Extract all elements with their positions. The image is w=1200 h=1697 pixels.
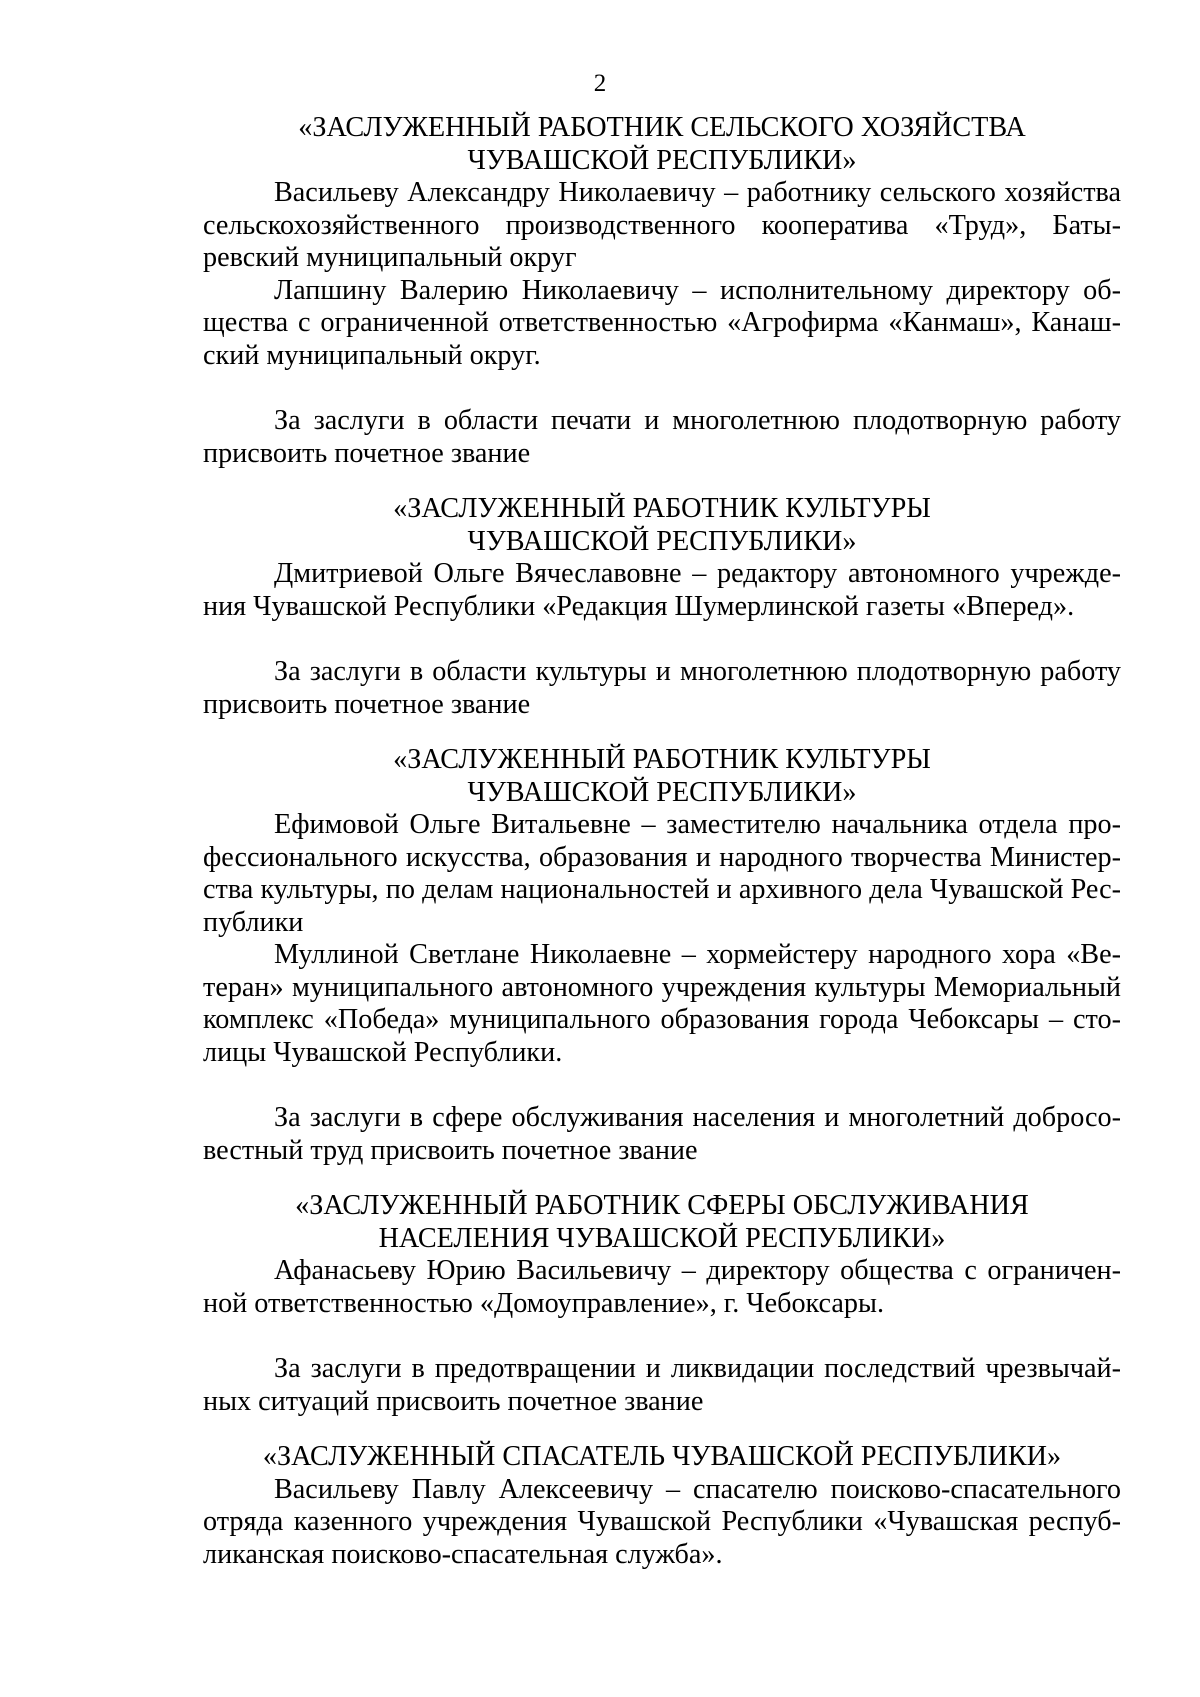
awardee-paragraph: Афанасьеву Юрию Васильевичу – директору общества с ограниченной ответственностью «Домоуправление», г. Чебоксары. (203, 1255, 1121, 1319)
title-heading-line: «ЗАСЛУЖЕННЫЙ СПАСАТЕЛЬ ЧУВАШСКОЙ РЕСПУБЛИКИ» (262, 1441, 1062, 1472)
title-heading-line: ЧУВАШСКОЙ РЕСПУБЛИКИ» (467, 525, 857, 557)
section-gap (203, 721, 1121, 744)
title-heading (203, 493, 1121, 558)
awardee-paragraph: Дмитриевой Ольге Вячеславовне – редактору автономного учреждения Чувашской Республики «Редакция Шумерлинской газеты «Вперед». (203, 558, 1121, 622)
decree-intro-paragraph: За заслуги в области печати и многолетнюю плодотворную работу присвоить почетное звание (203, 405, 1121, 469)
title-heading-line: «ЗАСЛУЖЕННЫЙ РАБОТНИК КУЛЬТУРЫ (393, 744, 931, 775)
section-gap (203, 623, 1121, 656)
title-heading-line: «ЗАСЛУЖЕННЫЙ РАБОТНИК СЕЛЬСКОГО ХОЗЯЙСТВА (298, 112, 1026, 143)
title-heading-line: НАСЕЛЕНИЯ ЧУВАШСКОЙ РЕСПУБЛИКИ» (378, 1222, 946, 1254)
title-heading-line: ЧУВАШСКОЙ РЕСПУБЛИКИ» (467, 144, 857, 176)
awardee-paragraph: Лапшину Валерию Николаевичу – исполнительному директору общества с ограниченной ответственностью «Агрофирма «Канмаш», Канашский муниципальный округ. (203, 274, 1121, 371)
decree-intro-paragraph: За заслуги в предотвращении и ликвидации последствий чрезвычайных ситуаций присвоить почетное звание (203, 1353, 1121, 1417)
section-gap (203, 1418, 1121, 1441)
title-heading-line: ЧУВАШСКОЙ РЕСПУБЛИКИ» (467, 776, 857, 808)
awardee-paragraph: Муллиной Светлане Николаевне – хормейстеру народного хора «Ветеран» муниципального автономного учреждения культуры Мемориальный комплекс «Победа» муниципального образования города Чебоксары – столицы Чувашской Республики. (203, 939, 1121, 1068)
title-heading (203, 1441, 1121, 1474)
section-gap (203, 1320, 1121, 1353)
title-heading (203, 1190, 1121, 1255)
document-body (203, 112, 1121, 1571)
page-number: 2 (593, 70, 607, 97)
title-heading (203, 744, 1121, 809)
awardee-paragraph: Васильеву Александру Николаевичу – работнику сельского хозяйства сельскохозяйственного производственного кооператива «Труд», Батыревский муниципальный округ (203, 177, 1121, 273)
section-gap (203, 1167, 1121, 1190)
section-gap (203, 372, 1121, 405)
section-gap (203, 1069, 1121, 1102)
awardee-paragraph: Васильеву Павлу Алексеевичу – спасателю поисково-спасательного отряда казенного учреждения Чувашской Республики «Чувашская республиканская поисково-спасательная служба». (203, 1473, 1121, 1570)
title-heading (203, 112, 1121, 177)
section-gap (203, 470, 1121, 493)
awardee-paragraph: Ефимовой Ольге Витальевне – заместителю начальника отдела профессионального искусства, образования и народного творчества Министерства культуры, по делам национальностей и архивного дела Чувашской Республики (203, 809, 1121, 938)
title-heading-line: «ЗАСЛУЖЕННЫЙ РАБОТНИК КУЛЬТУРЫ (393, 493, 931, 524)
decree-intro-paragraph: За заслуги в сфере обслуживания населения и многолетний добросовестный труд присвоить почетное звание (203, 1102, 1121, 1166)
decree-intro-paragraph: За заслуги в области культуры и многолетнюю плодотворную работу присвоить почетное звание (203, 656, 1121, 720)
title-heading-line: «ЗАСЛУЖЕННЫЙ РАБОТНИК СФЕРЫ ОБСЛУЖИВАНИЯ (295, 1190, 1029, 1221)
